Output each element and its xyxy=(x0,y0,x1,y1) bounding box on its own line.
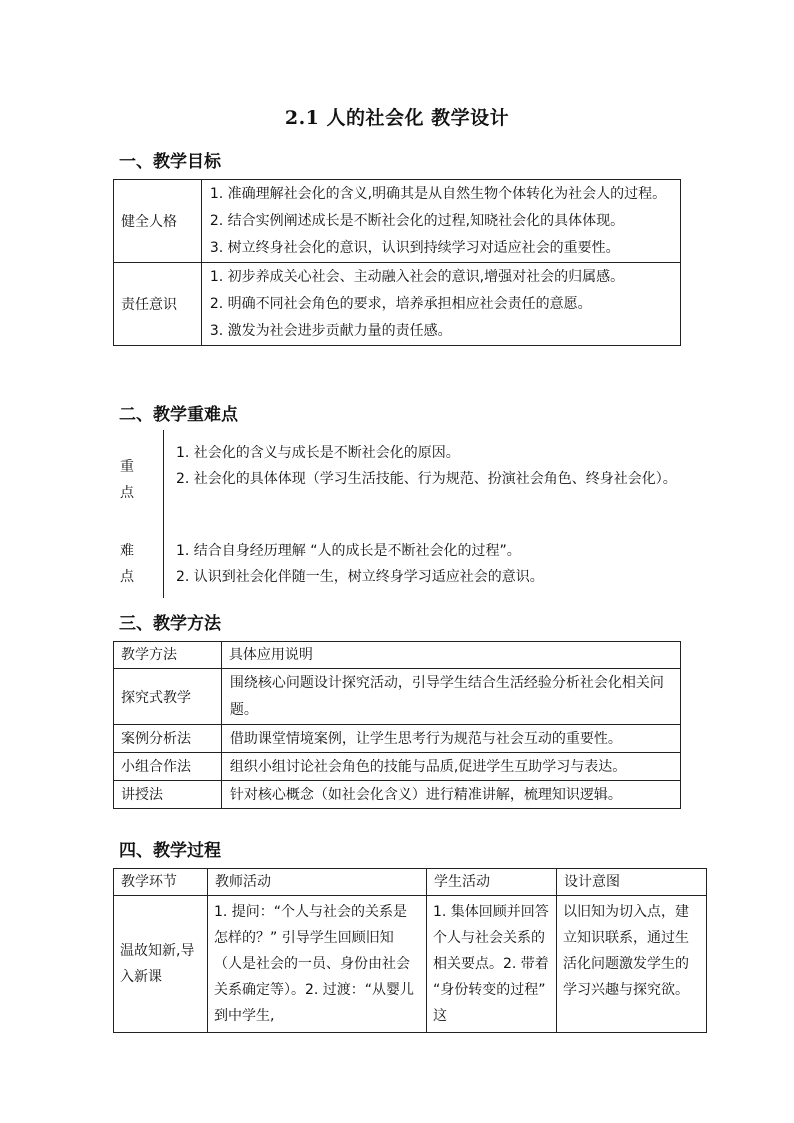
student-activity: 1. 集体回顾并回答个人与社会关系的相关要点。2. 带着 “身份转变的过程” 这 xyxy=(427,896,557,1033)
objective-label: 健全人格 xyxy=(114,180,202,263)
key-point-item: 1. 社会化的含义与成长是不断社会化的原因。 xyxy=(176,445,460,461)
page-title: 2.1 人的社会化 教学设计 xyxy=(284,107,510,129)
label-char: 难 xyxy=(120,543,134,559)
process-stage: 温故知新,导入新课 xyxy=(114,896,208,1033)
section-heading-process: 四、教学过程 xyxy=(119,841,221,861)
method-name: 探究式教学 xyxy=(114,669,222,725)
column-header: 具体应用说明 xyxy=(221,642,680,669)
process-table xyxy=(113,868,707,1033)
objective-items xyxy=(201,180,680,263)
label-char: 重 xyxy=(120,459,134,475)
difficulty-item: 2. 认识到社会化伴随一生，树立终身学习适应社会的意识。 xyxy=(176,569,544,585)
method-name: 讲授法 xyxy=(114,781,222,809)
objective-item: 1. 初步养成关心社会、主动融入社会的意识,增强对社会的归属感。 xyxy=(209,269,625,285)
label-char: 点 xyxy=(120,569,134,585)
objective-row xyxy=(114,180,681,263)
objective-item: 1. 准确理解社会化的含义,明确其是从自然生物个体转化为社会人的过程。 xyxy=(209,186,667,202)
objective-item: 2. 结合实例阐述成长是不断社会化的过程,知晓社会化的具体体现。 xyxy=(209,213,625,229)
label-char: 点 xyxy=(120,485,134,501)
key-point-label xyxy=(120,454,138,506)
column-header: 教师活动 xyxy=(208,869,427,896)
column-header: 教学环节 xyxy=(114,869,208,896)
section-heading-objectives: 一、教学目标 xyxy=(119,152,221,172)
difficulty-items xyxy=(176,538,686,590)
methods-row xyxy=(114,725,681,753)
objective-item: 3. 树立终身社会化的意识，认识到持续学习对适应社会的重要性。 xyxy=(209,240,620,256)
key-points-divider xyxy=(163,430,164,598)
column-header: 设计意图 xyxy=(557,869,707,896)
process-header-row xyxy=(114,869,707,896)
method-description: 组织小组讨论社会角色的技能与品质,促进学生互助学习与表达。 xyxy=(221,753,680,781)
process-row xyxy=(114,896,707,1033)
objective-item: 2. 明确不同社会角色的要求，培养承担相应社会责任的意愿。 xyxy=(209,296,592,312)
difficulty-label xyxy=(120,538,138,590)
methods-row xyxy=(114,781,681,809)
objective-row xyxy=(114,263,681,346)
methods-row xyxy=(114,669,681,725)
section-heading-key-points: 二、教学重难点 xyxy=(119,405,238,425)
objective-items xyxy=(201,263,680,346)
methods-table xyxy=(113,641,681,809)
design-intent: 以旧知为切入点，建立知识联系，通过生活化问题激发学生的学习兴趣与探究欲。 xyxy=(557,896,707,1033)
objective-label: 责任意识 xyxy=(114,263,202,346)
teacher-activity: 1. 提问：“个人与社会的关系是怎样的？” 引导学生回顾旧知（人是社会的一员、身份由社会关系确定等）。2. 过渡：“从婴儿到中学生, xyxy=(208,896,427,1033)
method-name: 案例分析法 xyxy=(114,725,222,753)
method-description: 围绕核心问题设计探究活动，引导学生结合生活经验分析社会化相关问题。 xyxy=(221,669,680,725)
methods-row xyxy=(114,753,681,781)
method-description: 借助课堂情境案例，让学生思考行为规范与社会互动的重要性。 xyxy=(221,725,680,753)
objective-item: 3. 激发为社会进步贡献力量的责任感。 xyxy=(209,323,452,339)
column-header: 学生活动 xyxy=(427,869,557,896)
section-heading-methods: 三、教学方法 xyxy=(119,614,221,634)
method-description: 针对核心概念（如社会化含义）进行精准讲解，梳理知识逻辑。 xyxy=(221,781,680,809)
key-point-item: 2. 社会化的具体体现（学习生活技能、行为规范、扮演社会角色、终身社会化）。 xyxy=(176,471,677,487)
difficulty-item: 1. 结合自身经历理解 “人的成长是不断社会化的过程”。 xyxy=(176,543,521,559)
objectives-table xyxy=(113,179,681,346)
column-header: 教学方法 xyxy=(114,642,222,669)
method-name: 小组合作法 xyxy=(114,753,222,781)
methods-header-row xyxy=(114,642,681,669)
key-point-items xyxy=(176,440,686,492)
